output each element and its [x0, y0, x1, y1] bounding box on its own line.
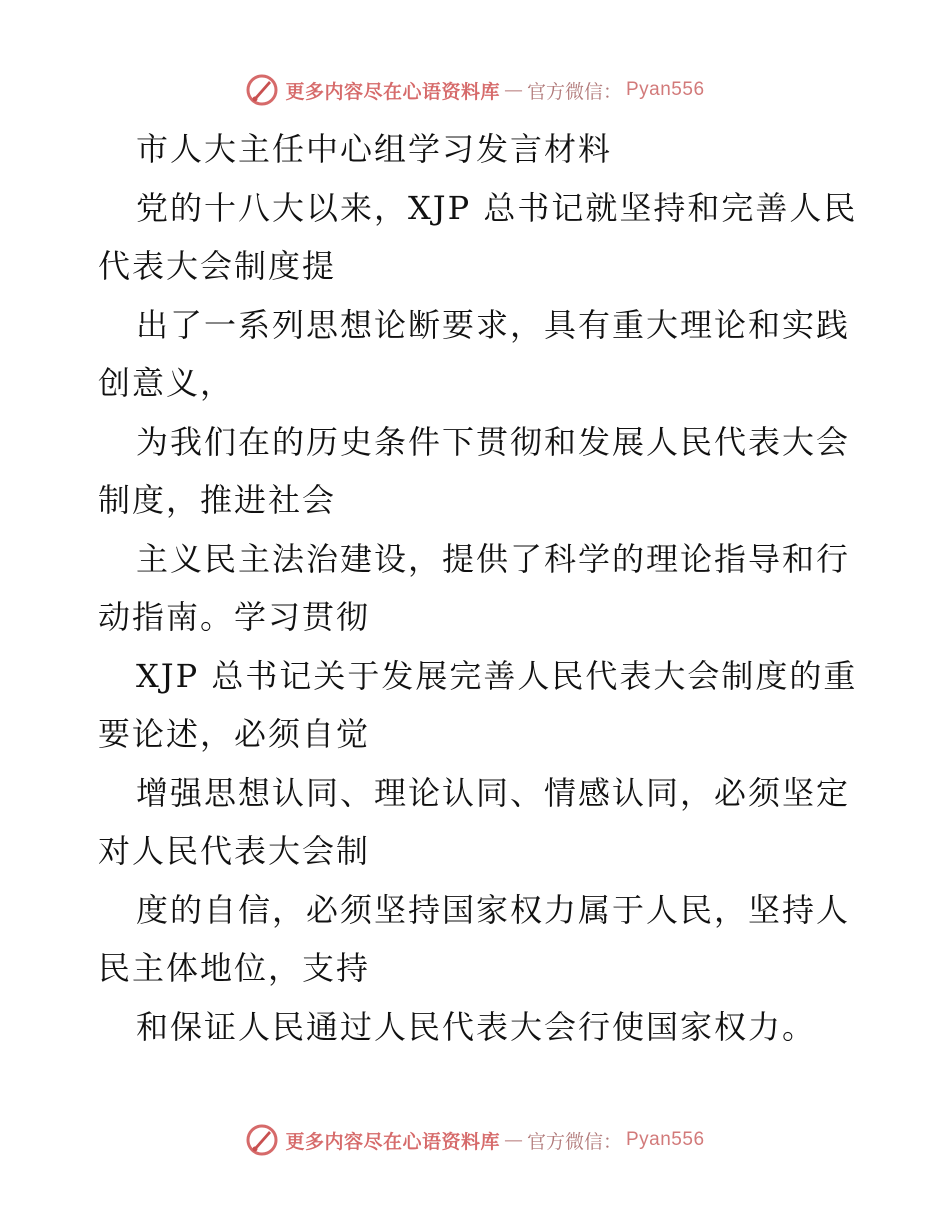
watermark-wechat-id: Pyan556 [626, 79, 705, 100]
paragraph-line: 和保证人民通过人民代表大会行使国家权力。 [136, 1007, 817, 1046]
watermark-official-label: 官方微信： [526, 80, 622, 103]
watermark-official-label: 官方微信： [526, 1130, 622, 1153]
watermark-promo-text: 更多内容尽在心语资料库 [285, 1130, 500, 1153]
paragraph-line: 代表大会制度提 [98, 247, 337, 285]
paragraph-line: 党的十八大以来，XJP 总书记就坚持和完善人民 [136, 188, 858, 227]
watermark-promo-text: 更多内容尽在心语资料库 [285, 80, 500, 103]
watermark-wechat-id: Pyan556 [626, 1129, 705, 1150]
paragraph-line: 为我们在的历史条件下贯彻和发展人民代表大会 [136, 422, 851, 461]
quill-logo-icon [245, 1123, 279, 1157]
paragraph-line: XJP 总书记关于发展完善人民代表大会制度的重 [136, 656, 858, 695]
quill-logo-icon [245, 73, 279, 107]
paragraph-line: 创意义， [98, 364, 235, 402]
header-watermark [0, 70, 950, 110]
document-title: 市人大主任中心组学习发言材料 [136, 130, 613, 168]
paragraph-line: 民主体地位，支持 [98, 949, 371, 987]
paragraph-line: 动指南。学习贯彻 [98, 598, 371, 636]
paragraph-line: 对人民代表大会制 [98, 832, 371, 870]
document-body [98, 120, 858, 1056]
paragraph-line: 主义民主法治建设，提供了科学的理论指导和行 [136, 539, 851, 578]
paragraph-line: 度的自信，必须坚持国家权力属于人民，坚持人 [136, 890, 851, 929]
paragraph-line: 制度，推进社会 [98, 481, 337, 519]
watermark-dash: — [503, 1129, 523, 1151]
paragraph-line: 要论述，必须自觉 [98, 715, 371, 753]
paragraph-line: 增强思想认同、理论认同、情感认同，必须坚定 [136, 773, 851, 812]
footer-watermark [0, 1120, 950, 1160]
paragraph-line: 出了一系列思想论断要求，具有重大理论和实践 [136, 305, 851, 344]
watermark-dash: — [503, 79, 523, 101]
